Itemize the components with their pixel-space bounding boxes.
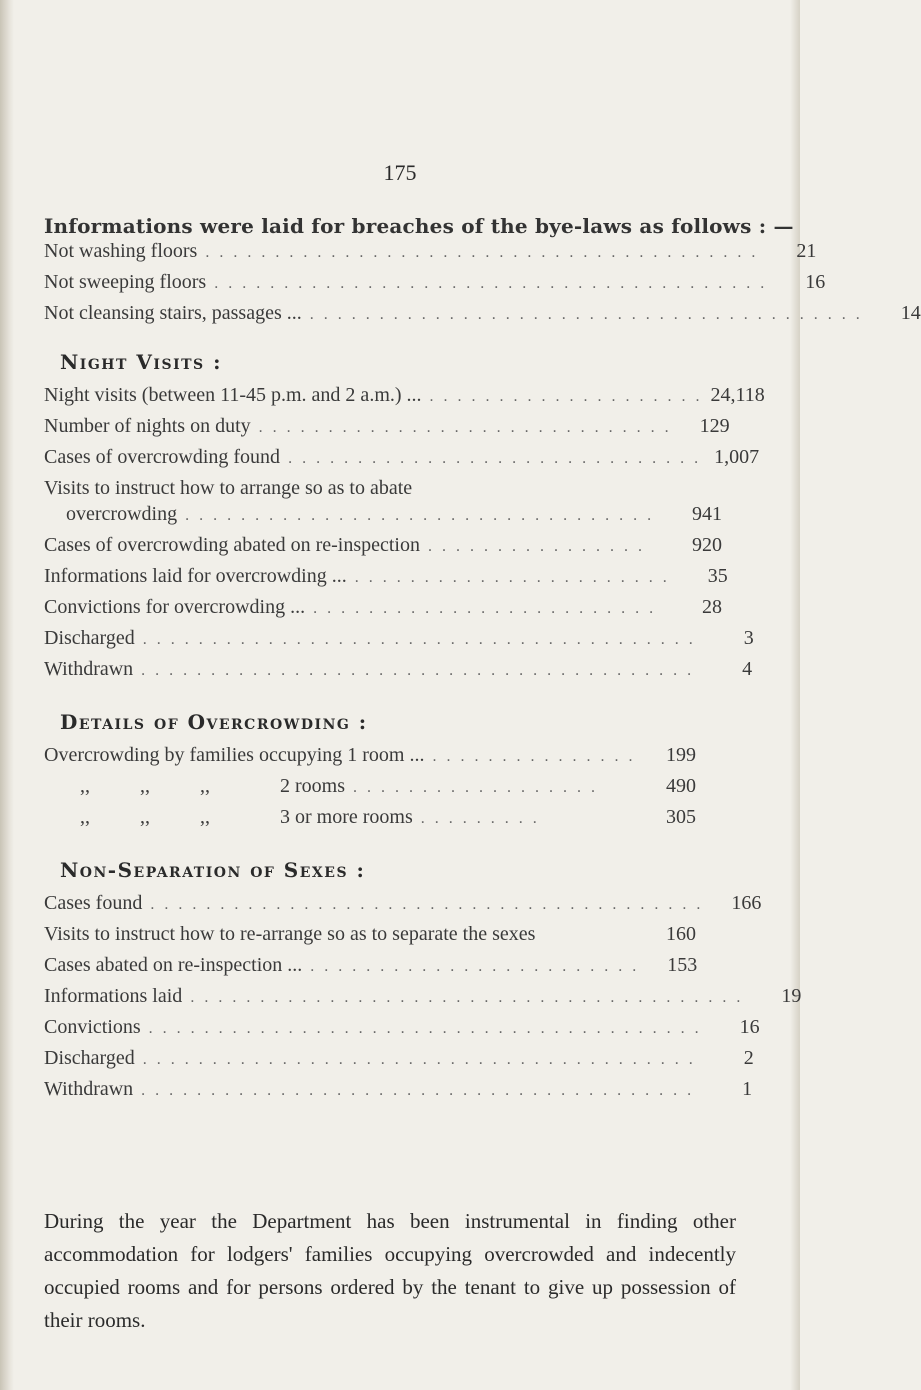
night-visit-row bbox=[44, 415, 730, 445]
leader-dots: . . . . . . . . . . . . . . . . . . . . . . . . . . . . . . . . . . . . . . . . bbox=[214, 275, 768, 292]
row-value: 1 bbox=[742, 1078, 753, 1100]
leader-dots: . . . . . . . . . . . . . . . . . . . . . . . . . . . . . . bbox=[258, 419, 672, 436]
leader-dots: . . . . . . . . . . . . . . . . . . . . . . . . . . . . . . . . . . . . . . . . bbox=[141, 662, 695, 679]
row-label: Convictions for overcrowding ... bbox=[44, 596, 306, 618]
row-label: overcrowding bbox=[66, 503, 178, 525]
leader-dots: . . . . . . . . . . . . . . . . . . . . . . . bbox=[354, 569, 670, 586]
row-value: 1,007 bbox=[714, 446, 760, 468]
row-label: Visits to instruct how to re-arrange so as to separate the sexes bbox=[44, 923, 536, 945]
leader-dots: . . . . . . . . . . . . . . . . . . . . . . . . . . . . . . . . . . . . . . . . bbox=[309, 306, 863, 323]
row-label: Informations laid bbox=[44, 985, 183, 1007]
row-label: Overcrowding by families occupying 1 room ... bbox=[44, 744, 425, 766]
row-value: 199 bbox=[666, 744, 696, 766]
row-label: Discharged bbox=[44, 1047, 135, 1069]
non-separation-row bbox=[44, 1078, 753, 1108]
night-visit-row bbox=[44, 627, 754, 657]
row-label: Not sweeping floors bbox=[44, 271, 207, 293]
leader-dots: . . . . . . . . . . . . . . . . . . bbox=[353, 779, 598, 796]
non-separation-row bbox=[44, 923, 696, 953]
leader-dots: . . . . . . . . . . . . . . . . . . . . . . . . . . . . . . . . . . . . . . . . bbox=[141, 1082, 695, 1099]
non-separation-title: Non-Separation of Sexes : bbox=[60, 858, 366, 882]
row-value: 166 bbox=[731, 892, 762, 914]
night-visit-row bbox=[44, 534, 722, 564]
overcrowding-title: Details of Overcrowding : bbox=[60, 710, 368, 734]
non-separation-row bbox=[44, 954, 696, 984]
closing-paragraph: During the year the Department has been instrumental in finding other accommodation for lodgers' families occupying overcrowded and indecently occupied rooms and for persons ordered by the tenant to give up possession of their rooms. bbox=[44, 1209, 736, 1332]
night-visit-row bbox=[44, 596, 722, 626]
leader-dots: . . . . . . . . . . . . . . . . . . . . . . . . . . . . . . . . . . . . . . . . bbox=[148, 1020, 702, 1037]
row-label: Visits to instruct how to arrange so as to abate bbox=[44, 477, 413, 499]
page-number: 175 bbox=[383, 160, 417, 185]
row-label: Withdrawn bbox=[44, 658, 134, 680]
row-value: 16 bbox=[805, 271, 826, 293]
page-edge-shadow bbox=[790, 0, 800, 1390]
leader-dots: . . . . . . . . . . . . . . . . bbox=[428, 538, 645, 555]
row-label: Night visits (between 11-45 p.m. and 2 a.m.) ... bbox=[44, 384, 422, 406]
leader-dots: . . . . . . . . . . . . . . . . . . . . . . . . . . . . . . . . . . . . . . . . bbox=[142, 631, 696, 648]
row-value: 3 bbox=[743, 627, 754, 649]
row-value: 153 bbox=[667, 954, 698, 976]
ditto-mark: ,, bbox=[140, 806, 150, 828]
leader-dots: . . . . . . . . . . . . . . . . . . . . . . . . . . . . . . bbox=[288, 450, 702, 467]
row-label: Withdrawn bbox=[44, 1078, 134, 1100]
night-visit-row bbox=[44, 658, 753, 688]
leader-dots: . . . . . . . . . . . . . . . . . . . . . . . . . . . . . . . . . . . . . . . . bbox=[150, 896, 704, 913]
row-value: 21 bbox=[796, 240, 817, 262]
row-value: 490 bbox=[666, 775, 696, 797]
leader-dots: . . . . . . . . . . . . . . . . . . . . . . . . . . . . . . . . . . . . . . . . bbox=[190, 989, 744, 1006]
row-value: 160 bbox=[666, 923, 696, 945]
night-visit-row bbox=[44, 565, 728, 595]
row-value: 4 bbox=[742, 658, 753, 680]
row-label: Cases of overcrowding abated on re-inspection bbox=[44, 534, 420, 556]
leader-dots: . . . . . . . . . . . . . . . . . . . . . . . . . . . . . . . . . . . . . . . . bbox=[205, 244, 759, 261]
ditto-mark: ,, bbox=[200, 775, 210, 797]
ditto-mark: ,, bbox=[80, 775, 90, 797]
breach-row bbox=[44, 302, 921, 332]
leader-dots: . . . . . . . . . . . . . . . . . . . . . . . . . . . . . . . . . . bbox=[185, 507, 655, 524]
row-label: 2 rooms bbox=[280, 775, 345, 797]
ditto-mark: ,, bbox=[140, 775, 150, 797]
breach-row bbox=[44, 240, 817, 270]
row-label: Not cleansing stairs, passages ... bbox=[44, 302, 302, 324]
leader-dots: . . . . . . . . . . . . . . . bbox=[432, 748, 636, 765]
leader-dots: . . . . . . . . . . . . . . . . . . . . . . . . . . . . . . . . . . . . . . . . bbox=[142, 1051, 696, 1068]
row-label: Number of nights on duty bbox=[44, 415, 251, 437]
leader-dots: . . . . . . . . . . . . . . . . . . . . . . . . . bbox=[313, 600, 657, 617]
row-label: Discharged bbox=[44, 627, 135, 649]
ditto-mark: ,, bbox=[80, 806, 90, 828]
row-label: Cases of overcrowding found bbox=[44, 446, 281, 468]
night-visits-title: Night Visits : bbox=[60, 350, 222, 374]
leader-dots: . . . . . . . . . bbox=[420, 810, 540, 827]
night-visit-row bbox=[44, 503, 722, 533]
night-visit-row bbox=[44, 446, 760, 476]
page-binding-shadow bbox=[0, 0, 14, 1390]
row-value: 16 bbox=[739, 1016, 760, 1038]
row-label: 3 or more rooms bbox=[280, 806, 413, 828]
leader-dots: . . . . . . . . . . . . . . . . . . . . bbox=[429, 388, 703, 405]
ditto-mark: ,, bbox=[200, 806, 210, 828]
row-value: 28 bbox=[702, 596, 722, 618]
night-visit-row bbox=[44, 384, 765, 414]
row-label: Convictions bbox=[44, 1016, 141, 1038]
row-label: Informations laid for overcrowding ... bbox=[44, 565, 347, 587]
breaches-intro: Informations were laid for breaches of the bye-laws as follows : — bbox=[44, 214, 794, 238]
row-value: 24,118 bbox=[710, 384, 765, 406]
row-value: 14 bbox=[900, 302, 921, 324]
row-label: Not washing floors bbox=[44, 240, 198, 262]
overcrowding-row bbox=[80, 775, 696, 805]
row-value: 920 bbox=[692, 534, 722, 556]
leader-dots: . . . . . . . . . . . . . . . . . . . . . . . . bbox=[310, 958, 640, 975]
row-label: Cases found bbox=[44, 892, 143, 914]
row-value: 305 bbox=[666, 806, 696, 828]
row-value: 941 bbox=[692, 503, 722, 525]
non-separation-row bbox=[44, 1016, 760, 1046]
non-separation-row bbox=[44, 1047, 754, 1077]
breach-row bbox=[44, 271, 826, 301]
non-separation-row bbox=[44, 892, 762, 922]
non-separation-row bbox=[44, 985, 802, 1015]
row-value: 129 bbox=[699, 415, 730, 437]
row-label: Cases abated on re-inspection ... bbox=[44, 954, 303, 976]
row-value: 35 bbox=[707, 565, 728, 587]
row-value: 2 bbox=[743, 1047, 754, 1069]
overcrowding-row bbox=[80, 806, 696, 836]
overcrowding-row bbox=[44, 744, 696, 774]
row-value: 19 bbox=[781, 985, 802, 1007]
